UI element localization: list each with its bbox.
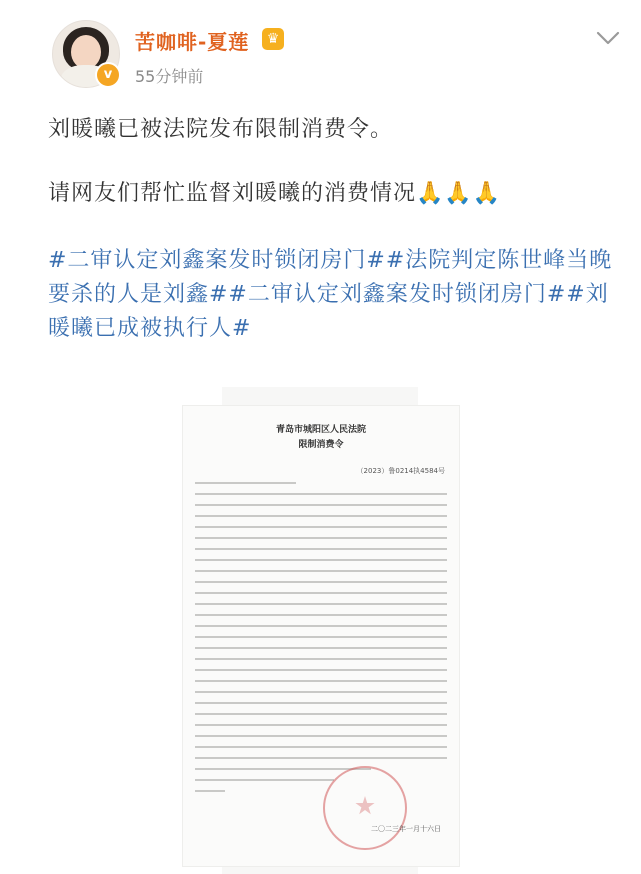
document-body-lines (195, 482, 447, 801)
court-seal (323, 766, 407, 850)
post-text-line2 (48, 176, 501, 207)
document-image (182, 405, 460, 867)
document-case-number: （2023）鲁0214执4584号 (356, 467, 445, 475)
chevron-down-icon[interactable] (595, 28, 621, 48)
level-icon[interactable]: ♛ (262, 28, 284, 50)
document-date: 二〇二三年一月十六日 (371, 825, 441, 833)
verified-badge-icon: v (95, 62, 121, 88)
post-text-line2-content: 请网友们帮忙监督刘暖曦的消费情况 (48, 181, 417, 206)
document-title: 限制消费令 (298, 440, 344, 450)
post-time: 55分钟前 (135, 67, 204, 86)
document-court-name: 青岛市城阳区人民法院 (275, 425, 366, 435)
username[interactable]: 苦咖啡-夏莲 (135, 30, 250, 54)
hashtag-list[interactable]: #二审认定刘鑫案发时锁闭房门##法院判定陈世峰当晚要杀的人是刘鑫##二审认定刘鑫案发时锁闭房门##刘暖曦已成被执行人# (48, 248, 613, 341)
avatar-face (71, 35, 101, 69)
attached-image[interactable] (222, 387, 445, 874)
pray-emoji: 🙏🙏🙏 (416, 181, 502, 206)
post-text-line1: 刘暖曦已被法院发布限制消费令。 (48, 117, 394, 142)
